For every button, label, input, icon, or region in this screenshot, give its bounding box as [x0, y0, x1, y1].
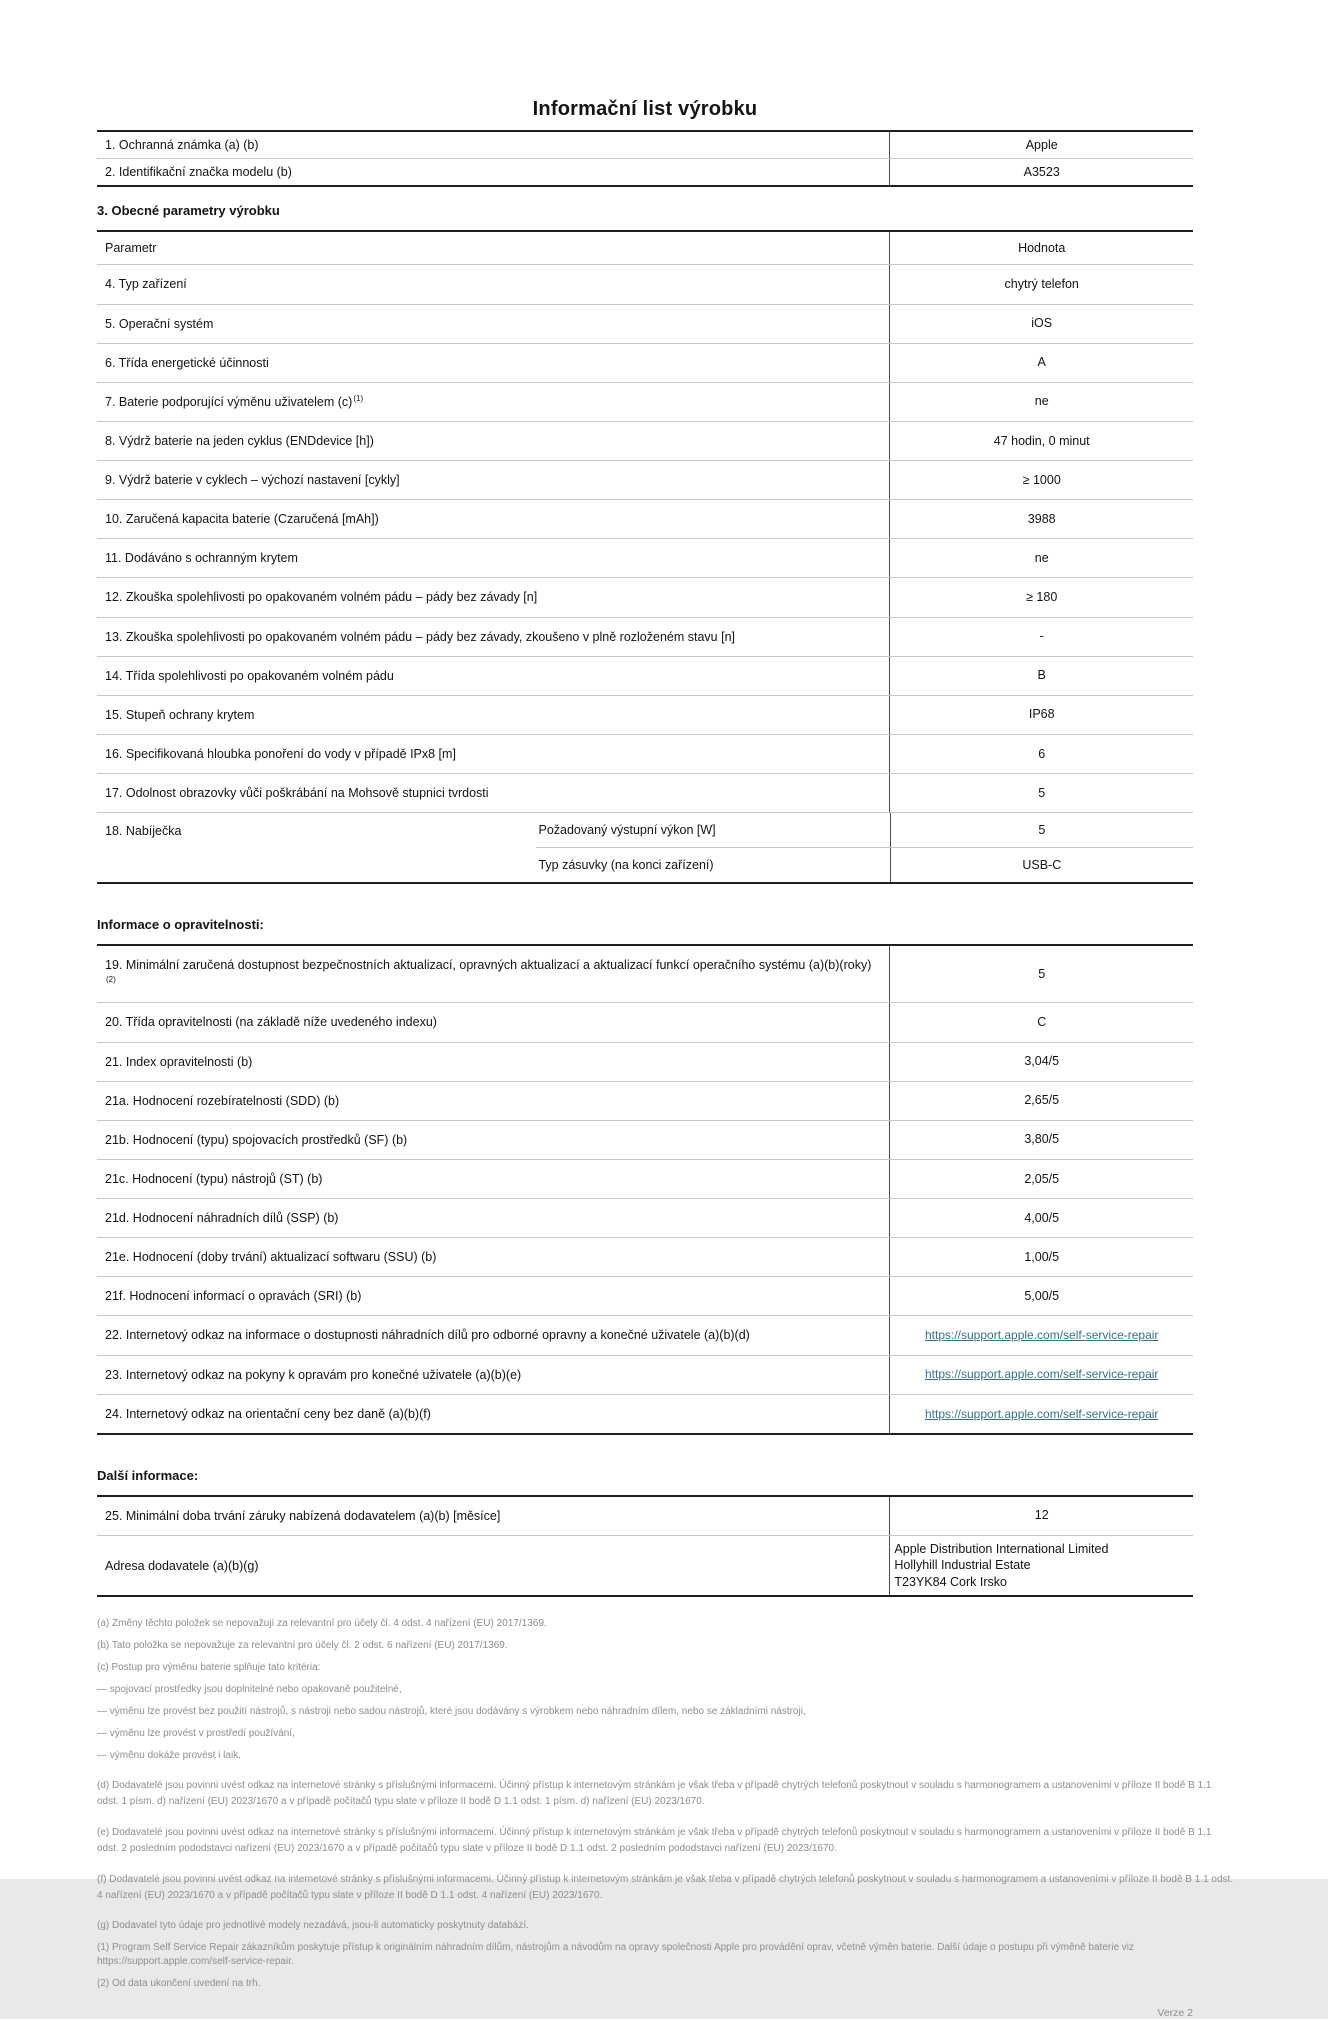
row-label-text: 7. Baterie podporující výměnu uživatelem (c) [105, 394, 353, 409]
row-label: 22. Internetový odkaz na informace o dostupnosti náhradních dílů pro odborné opravny a konečné uživatele (a)(b)(d) [105, 1328, 750, 1343]
row-label: 6. Třída energetické účinnosti [105, 355, 269, 370]
row-value: A [889, 344, 1193, 382]
footnote-f: (f) Dodavatelé jsou povinni uvést odkaz na internetové stránky s příslušnými informacemi. Účinný přístup k internetovým stránkám je však třeba v případě chytrých telefonů poskytnout v souladu s harmonogramem a ustanoveními v příloze II bodě B 1.1 odst. 4 nařízení (EU) 2023/1670 a v případě počítačů typu slate v příloze II bodě D 1.1 odst. 4 nařízení (EU) 2023/1670. [97, 1874, 1234, 1902]
table-row [97, 500, 1193, 539]
row-label [97, 383, 889, 421]
table-row [97, 305, 1193, 344]
footnote-a: (a) Změny těchto položek se nepovažují za relevantní pro účely čl. 4 odst. 4 nařízení (EU) 2017/1369. [97, 1618, 547, 1630]
row-label: Adresa dodavatele (a)(b)(g) [105, 1558, 259, 1573]
table-row [97, 539, 1193, 578]
row-label: 17. Odolnost obrazovky vůči poškrábání na Mohsově stupnici tvrdosti [105, 786, 489, 800]
row-label: 2. Identifikační značka modelu (b) [105, 165, 292, 180]
row-label: 21a. Hodnocení rozebíratelnosti (SDD) (b) [105, 1093, 340, 1108]
version-label: Verze 2 [1157, 2007, 1193, 2019]
row-label: 18. Nabíječka [105, 824, 182, 839]
row-label: 24. Internetový odkaz na orientační ceny bez daně (a)(b)(f) [105, 1406, 431, 1421]
row-value [889, 1395, 1193, 1433]
row-label: 9. Výdrž baterie v cyklech – výchozí nastavení [cykly] [105, 473, 400, 487]
repairability-table [97, 944, 1193, 1435]
row-value: 3,04/5 [889, 1043, 1193, 1081]
section-heading-general-parameters: 3. Obecné parametry výrobku [97, 203, 280, 219]
row-value: 5 [889, 946, 1193, 1002]
table-row [97, 696, 1193, 735]
sub-row-value: 5 [890, 813, 1193, 847]
self-service-repair-link[interactable]: https://support.apple.com/self-service-repair [924, 1406, 1159, 1421]
footnote-d: (d) Dodavatelé jsou povinni uvést odkaz na internetové stránky s příslušnými informacemi. Účinný přístup k internetovým stránkám je však třeba v případě chytrých telefonů poskytnout v souladu s harmonogramem a ustanoveními v příloze II bodě B 1.1 odst. 1 písm. d) nařízení (EU) 2023/1670 a v případě počítačů typu slate v příloze II bodě D 1.1 odst. 1 písm. d) nařízení (EU) 2023/1670. [97, 1780, 1212, 1808]
table-row [97, 1238, 1193, 1277]
row-label: 8. Výdrž baterie na jeden cyklus (ENDdevice [h]) [105, 433, 374, 448]
row-value [889, 1356, 1193, 1394]
row-value: A3523 [889, 159, 1193, 185]
row-label: 10. Zaručená kapacita baterie (Czaručená [mAh]) [105, 512, 379, 527]
row-value: 1,00/5 [889, 1238, 1193, 1276]
row-label: 12. Zkouška spolehlivosti po opakovaném volném pádu – pády bez závady [n] [105, 590, 538, 605]
row-value [889, 1316, 1193, 1354]
table-row [97, 461, 1193, 500]
table-row [97, 159, 1193, 185]
row-value: 3,80/5 [889, 1121, 1193, 1159]
additional-info-table [97, 1495, 1193, 1598]
supplier-address-row [97, 1536, 1193, 1596]
row-value: C [889, 1003, 1193, 1041]
self-service-repair-link[interactable]: https://support.apple.com/self-service-repair [924, 1328, 1159, 1343]
row-label: 21d. Hodnocení náhradních dílů (SSP) (b) [105, 1211, 339, 1225]
row-label: 13. Zkouška spolehlivosti po opakovaném volném pádu – pády bez závady, zkoušeno v plně rozloženém stavu [n] [105, 629, 735, 644]
row-value: ≥ 180 [889, 578, 1193, 616]
identification-table [97, 130, 1193, 187]
table-row [97, 132, 1193, 159]
row-value: ne [889, 539, 1193, 577]
table-row [97, 383, 1193, 422]
table-row [97, 1199, 1193, 1238]
row-label [97, 946, 889, 1002]
footnote-c-criterion: — výměnu dokáže provést i laik. [97, 1750, 241, 1762]
general-parameters-table [97, 230, 1193, 884]
footnote-b: (b) Tato položka se nepovažuje za relevantní pro účely čl. 2 odst. 6 nařízení (EU) 2017/1369. [97, 1640, 508, 1652]
column-header-parameter: Parametr [105, 241, 157, 256]
address-line: Hollyhill Industrial Estate [894, 1558, 1031, 1573]
row-value: Apple [889, 132, 1193, 158]
charger-sub-row [536, 813, 1193, 847]
row-label: 4. Typ zařízení [105, 277, 187, 292]
row-value: iOS [889, 305, 1193, 343]
row-value: 5,00/5 [889, 1277, 1193, 1315]
table-row [97, 1082, 1193, 1121]
table-row [97, 265, 1193, 304]
row-value: IP68 [889, 696, 1193, 734]
row-value: 4,00/5 [889, 1199, 1193, 1237]
self-service-repair-link[interactable]: https://support.apple.com/self-service-repair [924, 1367, 1159, 1382]
row-label: 15. Stupeň ochrany krytem [105, 707, 255, 722]
table-row [97, 344, 1193, 383]
row-label: 21b. Hodnocení (typu) spojovacích prostředků (SF) (b) [105, 1132, 408, 1147]
row-label: 11. Dodáváno s ochranným krytem [105, 551, 298, 566]
row-label: 14. Třída spolehlivosti po opakovaném volném pádu [105, 668, 394, 683]
row-label: 16. Specifikovaná hloubka ponoření do vody v případě IPx8 [m] [105, 746, 456, 761]
row-label: 23. Internetový odkaz na pokyny k opravám pro konečné uživatele (a)(b)(e) [105, 1367, 522, 1382]
row-value: 2,65/5 [889, 1082, 1193, 1120]
table-row [97, 946, 1193, 1003]
row-label: 21c. Hodnocení (typu) nástrojů (ST) (b) [105, 1171, 323, 1186]
footnote-e: (e) Dodavatelé jsou povinni uvést odkaz na internetové stránky s příslušnými informacemi. Účinný přístup k internetovým stránkám je však třeba v případě chytrých telefonů poskytnout v souladu s harmonogramem a ustanoveními v příloze II bodě B 1.1 odst. 2 posledním pododstavci nařízení (EU) 2023/1670 a v případě počítačů typu slate v příloze II bodě D 1.1 odst. 2 posledním pododstavci nařízení (EU) 2023/1670. [97, 1827, 1212, 1855]
charger-row [97, 813, 1193, 882]
column-header-value: Hodnota [889, 232, 1193, 264]
row-value: 12 [889, 1497, 1193, 1535]
table-row [97, 1316, 1193, 1355]
table-row [97, 422, 1193, 461]
row-value: B [889, 657, 1193, 695]
footnote-ref-1: (1) [353, 393, 364, 403]
footnotes [97, 1617, 1235, 1991]
row-value: - [889, 618, 1193, 656]
table-row [97, 1356, 1193, 1395]
table-row [97, 1395, 1193, 1433]
row-value: ≥ 1000 [889, 461, 1193, 499]
charger-sub-row [536, 847, 1193, 882]
row-label: 5. Operační systém [105, 316, 214, 331]
sub-row-label: Typ zásuvky (na konci zařízení) [538, 858, 714, 873]
footnote-c: (c) Postup pro výměnu baterie splňuje tato kritéria: [97, 1662, 321, 1674]
row-value: chytrý telefon [889, 265, 1193, 303]
footnote-c-criterion: — výměnu lze provést bez použití nástrojů, s nástroji nebo sadou nástrojů, které jsou dodávány s výrobkem nebo náhradním dílem, nebo se základními nástroji, [97, 1706, 806, 1718]
row-value: 6 [889, 735, 1193, 773]
row-value: 3988 [889, 500, 1193, 538]
section-heading-additional-info: Další informace: [97, 1467, 199, 1483]
row-label: 20. Třída opravitelnosti (na základě níže uvedeného indexu) [105, 1015, 437, 1030]
row-value: 5 [889, 774, 1193, 812]
footnote-1: (1) Program Self Service Repair zákazníkům poskytuje přístup k originálním náhradním dílům, nástrojům a návodům na opravy společnosti Apple pro provádění oprav, včetně výměn baterie. Další údaje o postupu při výměně baterie viz https://support.apple.com/self-service-repair. [97, 1942, 1135, 1968]
row-label-text: 19. Minimální zaručená dostupnost bezpečnostních aktualizací, opravných aktualizací a aktualizací funkcí operačního systému (a)(b)(roky) [105, 958, 872, 973]
row-value: ne [889, 383, 1193, 421]
footnote-ref-2: (2) [106, 975, 116, 985]
section-heading-repairability: Informace o opravitelnosti: [97, 917, 264, 933]
table-header-row [97, 232, 1193, 265]
table-row [97, 735, 1193, 774]
table-row [97, 1003, 1193, 1042]
footnote-g: (g) Dodavatel tyto údaje pro jednotlivé modely nezadává, jsou-li automaticky poskytnuty databází. [97, 1920, 529, 1932]
row-label: 21. Index opravitelnosti (b) [105, 1054, 253, 1069]
table-row [97, 578, 1193, 617]
footnote-c-criterion: — spojovací prostředky jsou doplnitelné nebo opakovaně použitelné, [97, 1684, 402, 1696]
footnote-c-criterion: — výměnu lze provést v prostředí používání, [97, 1728, 295, 1740]
supplier-address-value [889, 1536, 1193, 1596]
table-row [97, 618, 1193, 657]
row-label: 1. Ochranná známka (a) (b) [105, 138, 259, 152]
row-label: 21e. Hodnocení (doby trvání) aktualizací softwaru (SSU) (b) [105, 1250, 437, 1265]
footnote-2: (2) Od data ukončení uvedení na trh. [97, 1978, 261, 1990]
table-row [97, 1043, 1193, 1082]
table-row [97, 774, 1193, 813]
page-title: Informační list výrobku [532, 98, 758, 120]
row-label: 25. Minimální doba trvání záruky nabízená dodavatelem (a)(b) [měsíce] [105, 1508, 501, 1523]
table-row [97, 657, 1193, 696]
address-line: Apple Distribution International Limited [894, 1541, 1109, 1556]
table-row [97, 1277, 1193, 1316]
table-row [97, 1121, 1193, 1160]
address-line: T23YK84 Cork Irsko [894, 1574, 1007, 1589]
sub-row-value: USB-C [890, 848, 1193, 882]
row-value: 47 hodin, 0 minut [889, 422, 1193, 460]
row-label: 21f. Hodnocení informací o opravách (SRI) (b) [105, 1289, 362, 1304]
row-value: 2,05/5 [889, 1160, 1193, 1198]
table-row [97, 1160, 1193, 1199]
table-row [97, 1497, 1193, 1536]
sub-row-label: Požadovaný výstupní výkon [W] [538, 823, 716, 838]
